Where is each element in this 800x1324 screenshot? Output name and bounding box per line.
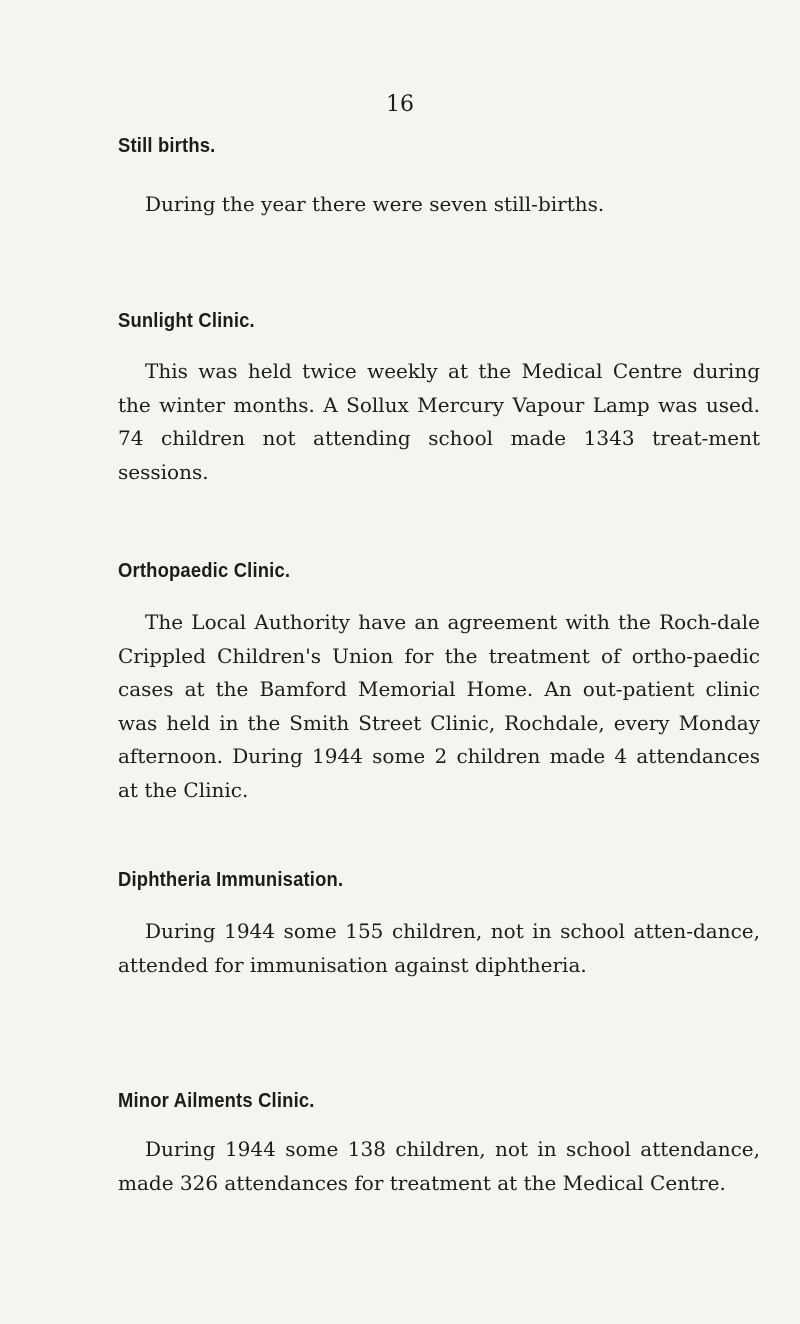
paragraph-sunlight-clinic: This was held twice weekly at the Medical Centre during the winter months. A Sollux Mercury Vapour Lamp was used. 74 children not attending school made 1343 treat-ment sessions. [118,359,760,484]
heading-orthopaedic-clinic: Orthopaedic Clinic. [118,560,291,582]
heading-still-births: Still births. [118,135,216,157]
paragraph-diphtheria-immunisation: During 1944 some 155 children, not in school atten-dance, attended for immunisation against diphtheria. [118,919,760,977]
paragraph-still-births: During the year there were seven still-births. [145,192,605,216]
section-diphtheria-immunisation [118,869,760,982]
page-number: 16 [386,92,414,117]
paragraph-orthopaedic-clinic: The Local Authority have an agreement with the Roch-dale Crippled Children's Union for the treatment of ortho-paedic cases at the Bamford Memorial Home. An out-patient clinic was held in the Smith Street Clinic, Rochdale, every Monday afternoon. During 1944 some 2 children made 4 attendances at the Clinic. [118,610,760,802]
section-orthopaedic-clinic [118,560,760,807]
paragraph-minor-ailments-clinic: During 1944 some 138 children, not in school attendance, made 326 attendances for treatment at the Medical Centre. [118,1137,760,1195]
section-still-births [118,135,760,222]
heading-sunlight-clinic: Sunlight Clinic. [118,310,255,332]
section-sunlight-clinic [118,310,760,489]
section-minor-ailments-clinic [118,1090,760,1200]
heading-diphtheria-immunisation: Diphtheria Immunisation. [118,869,344,891]
heading-minor-ailments-clinic: Minor Ailments Clinic. [118,1090,315,1112]
